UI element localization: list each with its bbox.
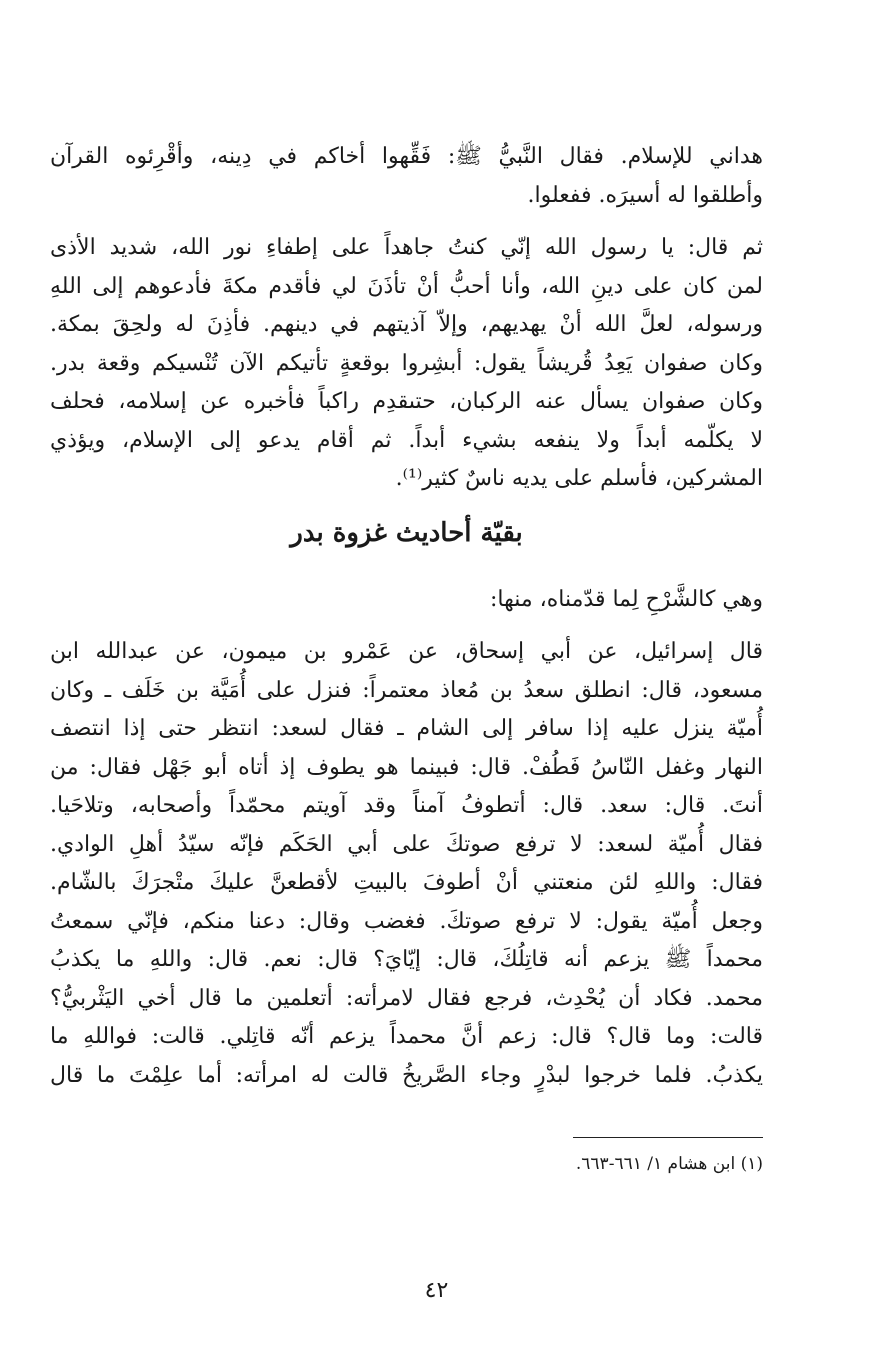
text-line: محمداً ﷺ يزعم أنه قاتِلُكَ، قال: إيّايَ؟ قال: نعم. قال: واللهِ ما يكذبُ — [50, 947, 763, 972]
paragraph-1 — [50, 138, 763, 215]
text-line: وكان صفوان يسأل عنه الركبان، حتىقدِم راكباً فأخبره عن إسلامه، فحلف — [50, 389, 763, 414]
page-number: ٤٢ — [424, 1278, 449, 1303]
paragraph-3 — [50, 633, 763, 1095]
text-line: وهي كالشَّرْحِ لِما قدّمناه، منها: — [489, 586, 763, 612]
text-line: فقال أُميّة لسعد: لا ترفع صوتكَ على أبي الحَكَم فإنّه سيّدُ أهلِ الوادي. — [50, 831, 763, 857]
text-line: النهار وغفل النّاسُ فَطُفْ. قال: فبينما هو يطوف إذ أتاه أبو جَهْل فقال: من — [50, 754, 763, 780]
text-line: لا يكلّمه أبداً ولا ينفعه بشيء أبداً. ثم أقام يدعو إلى الإسلام، ويؤذي — [50, 427, 763, 453]
page-body — [50, 138, 763, 1109]
text-line: أُميّة ينزل عليه إذا سافر إلى الشام ـ فقال لسعد: انتظر حتى إذا انتصف — [50, 716, 763, 741]
intro-paragraph — [50, 581, 763, 620]
text-line: المشركين، فأسلم على يديه ناسٌ كثير⁽¹⁾. — [395, 466, 763, 491]
text-line: قالت: وما قال؟ قال: زعم أنَّ محمداً يزعم أنّه قاتِلي. قالت: فواللهِ ما — [50, 1024, 763, 1049]
footnote: (١) ابن هشام ١/ ٦٦١-٦٦٣. — [575, 1154, 763, 1174]
text-line: ورسوله، لعلَّ الله أنْ يهديهم، وإلاّ آذيتهم في دينهم. فأذِنَ له ولحِقَ بمكة. — [50, 312, 763, 337]
text-line: وكان صفوان يَعِدُ قُريشاً يقول: أبشِروا بوقعةٍ تأتيكم الآن تُنْسيكم وقعة بدر. — [50, 350, 763, 376]
text-line: هداني للإسلام. فقال النَّبيُّ ﷺ: فَقِّهوا أخاكم في دِينه، وأقْرِئوه القرآن — [50, 144, 763, 169]
footnote-separator — [573, 1137, 763, 1138]
text-line: يكذبُ. فلما خرجوا لبدْرٍ وجاء الصَّريخُ قالت له امرأته: أما علِمْتَ ما قال — [50, 1062, 763, 1088]
paragraph-2 — [50, 229, 763, 499]
text-line: محمد. فكاد أن يُحْدِث، فرجع فقال لامرأته: أتعلمين ما قال أخي اليَثْربيُّ؟ — [50, 985, 763, 1011]
section-heading: بقيّة أحاديث غزوة بدر — [290, 517, 523, 548]
text-line: ثم قال: يا رسول الله إنّي كنتُ جاهداً على إطفاءِ نور الله، شديد الأذى — [50, 235, 763, 260]
text-line: لمن كان على دينِ الله، وأنا أحبُّ أنْ تأذَنَ لي فأقدم مكةَ فأدعوهم إلى اللهِ — [50, 273, 763, 299]
text-line: أنتَ. قال: سعد. قال: أتطوفُ آمناً وقد آويتم محمّداً وأصحابه، وتلاحَيا. — [50, 793, 763, 818]
text-line: وجعل أُميّة يقول: لا ترفع صوتكَ. فغضب وقال: دعنا منكم، فإنّي سمعتُ — [50, 908, 763, 934]
text-line: قال إسرائيل، عن أبي إسحاق، عن عَمْرو بن ميمون، عن عبدالله ابن — [50, 639, 763, 664]
text-line: فقال: واللهِ لئن منعتني أنْ أطوفَ بالبيتِ لأقطعنَّ عليكَ متْجرَكَ بالشّام. — [50, 870, 763, 895]
text-line: وأطلقوا له أسيرَه. ففعلوا. — [527, 182, 763, 208]
text-line: مسعود، قال: انطلق سعدُ بن مُعاذ معتمراً: فنزل على أُمَيَّة بن خَلَف ـ وكان — [50, 677, 763, 703]
